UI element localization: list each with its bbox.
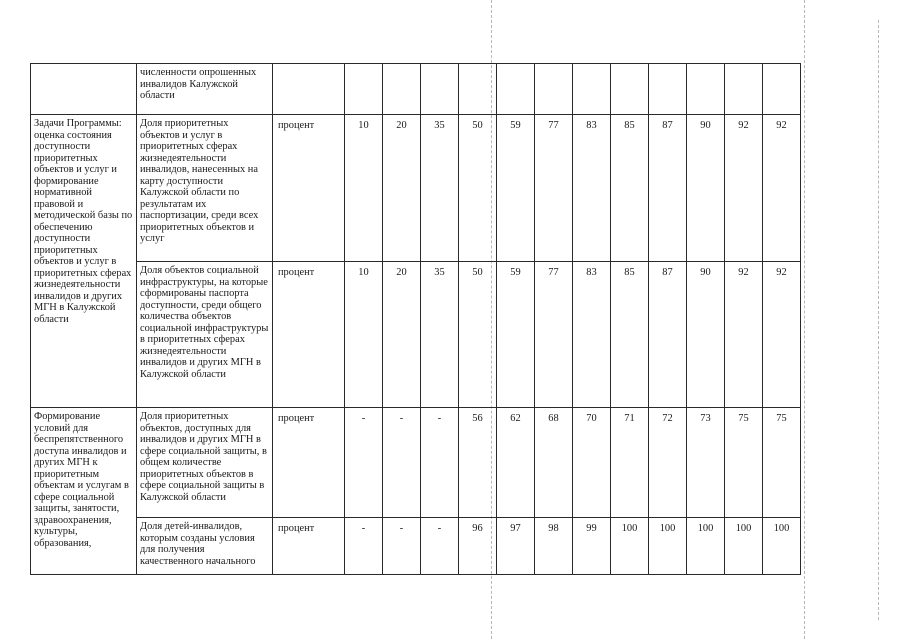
value-cell: - [345, 518, 383, 575]
value-cell: 72 [649, 408, 687, 518]
task-cell [31, 64, 137, 115]
value-cell [497, 64, 535, 115]
value-cell: - [421, 408, 459, 518]
value-cell: 83 [573, 262, 611, 408]
value-cell: 20 [383, 262, 421, 408]
value-cell: 35 [421, 262, 459, 408]
table-row [31, 115, 801, 262]
value-cell: 92 [725, 115, 763, 262]
value-cell: 62 [497, 408, 535, 518]
value-cell: 100 [687, 518, 725, 575]
table-row [31, 408, 801, 518]
value-cell: 92 [725, 262, 763, 408]
value-cell: 90 [687, 262, 725, 408]
value-cell: - [421, 518, 459, 575]
value-cell: 56 [459, 408, 497, 518]
value-cell: 10 [345, 262, 383, 408]
value-cell: 97 [497, 518, 535, 575]
value-cell: - [345, 408, 383, 518]
value-cell: 50 [459, 262, 497, 408]
value-cell: 100 [763, 518, 801, 575]
unit-cell: процент [273, 262, 345, 408]
value-cell [763, 64, 801, 115]
value-cell: 50 [459, 115, 497, 262]
value-cell: 87 [649, 115, 687, 262]
value-cell: 100 [725, 518, 763, 575]
scan-artifact-line [878, 20, 879, 620]
value-cell: 85 [611, 262, 649, 408]
value-cell: 75 [725, 408, 763, 518]
value-cell: 73 [687, 408, 725, 518]
value-cell: 83 [573, 115, 611, 262]
value-cell: 98 [535, 518, 573, 575]
value-cell: - [383, 408, 421, 518]
value-cell: 68 [535, 408, 573, 518]
value-cell: 77 [535, 115, 573, 262]
value-cell [459, 64, 497, 115]
value-cell: 10 [345, 115, 383, 262]
indicators-table [30, 63, 801, 575]
value-cell: - [383, 518, 421, 575]
value-cell: 20 [383, 115, 421, 262]
value-cell: 35 [421, 115, 459, 262]
value-cell: 90 [687, 115, 725, 262]
indicator-cell: Доля приоритетных объектов, доступных для инвалидов и других МГН в сфере социальной защиты, в общем количестве приоритетных объектов в сфере социальной защиты в Калужской области [137, 408, 273, 518]
value-cell: 100 [611, 518, 649, 575]
value-cell: 87 [649, 262, 687, 408]
value-cell [421, 64, 459, 115]
value-cell: 77 [535, 262, 573, 408]
table-row [31, 518, 801, 575]
table-row [31, 262, 801, 408]
indicator-cell: Доля объектов социальной инфраструктуры, на которые сформированы паспорта доступности, среди общего количества объектов социальной инфраструктуры в приоритетных сферах жизнедеятельности инвалидов и других МГН в Калужской области [137, 262, 273, 408]
indicator-cell: Доля детей-инвалидов, которым созданы условия для получения качественного начального [137, 518, 273, 575]
value-cell: 59 [497, 115, 535, 262]
task-cell: Задачи Программы: оценка состояния доступности приоритетных объектов и услуг и формирование нормативной правовой и методической базы по обеспечению доступности приоритетных объектов и услуг в приоритетных сферах жизнедеятельности инвалидов и других МГН в Калужской области [31, 115, 137, 408]
value-cell: 71 [611, 408, 649, 518]
indicator-cell: численности опрошенных инвалидов Калужской области [137, 64, 273, 115]
value-cell: 70 [573, 408, 611, 518]
value-cell [535, 64, 573, 115]
value-cell: 75 [763, 408, 801, 518]
unit-cell [273, 64, 345, 115]
value-cell [725, 64, 763, 115]
value-cell: 92 [763, 262, 801, 408]
value-cell [345, 64, 383, 115]
value-cell [611, 64, 649, 115]
value-cell: 92 [763, 115, 801, 262]
value-cell [573, 64, 611, 115]
value-cell [687, 64, 725, 115]
value-cell: 59 [497, 262, 535, 408]
value-cell [649, 64, 687, 115]
indicator-cell: Доля приоритетных объектов и услуг в приоритетных сферах жизнедеятельности инвалидов, нанесенных на карту доступности Калужской области по результатам их паспортизации, среди всех приоритетных объектов и услуг [137, 115, 273, 262]
scan-artifact-line [804, 0, 805, 639]
task-cell: Формирование условий для беспрепятственного доступа инвалидов и других МГН к приоритетным объектам и услугам в сфере социальной защиты, занятости, здравоохранения, культуры, образования, [31, 408, 137, 575]
value-cell: 100 [649, 518, 687, 575]
value-cell: 99 [573, 518, 611, 575]
unit-cell: процент [273, 115, 345, 262]
table-row [31, 64, 801, 115]
unit-cell: процент [273, 408, 345, 518]
unit-cell: процент [273, 518, 345, 575]
value-cell: 96 [459, 518, 497, 575]
value-cell [383, 64, 421, 115]
value-cell: 85 [611, 115, 649, 262]
